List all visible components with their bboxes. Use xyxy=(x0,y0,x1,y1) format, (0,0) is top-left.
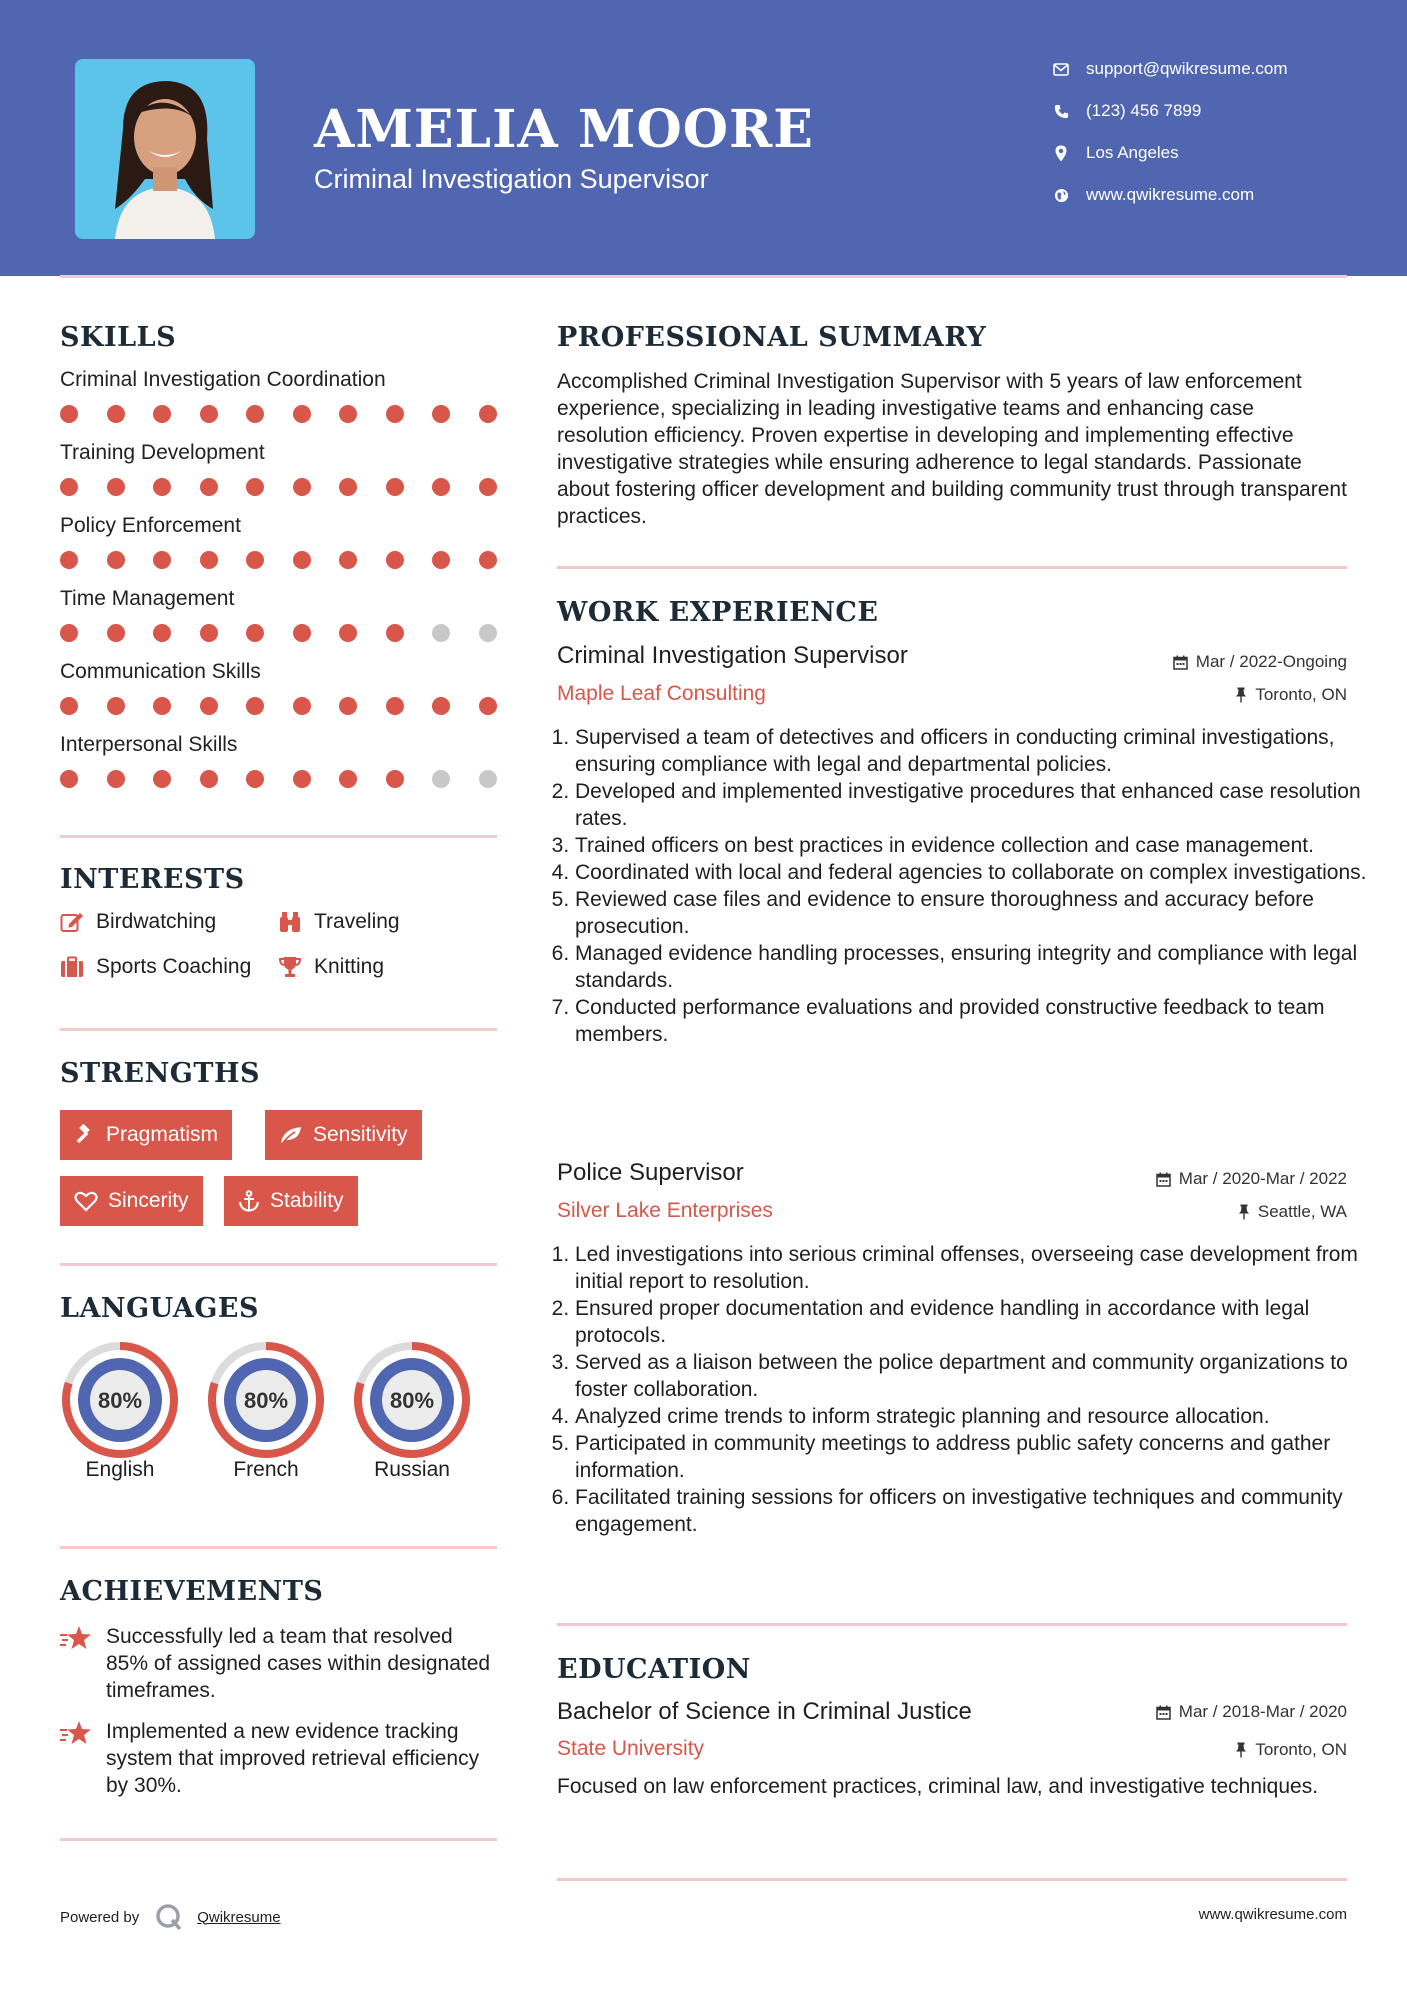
education-location xyxy=(1235,1740,1347,1760)
skill-name: Criminal Investigation Coordination xyxy=(60,368,386,391)
map-pin-icon xyxy=(1050,142,1072,164)
rating-dot-filled xyxy=(386,405,404,423)
job-duty-item: 1. Led investigations into serious criminal offenses, overseeing case development from initial report to resolution. xyxy=(575,1241,1375,1295)
profile-photo xyxy=(75,59,255,239)
strength-label: Stability xyxy=(270,1189,344,1212)
envelope-icon xyxy=(1050,58,1072,80)
interest-label: Birdwatching xyxy=(96,910,217,933)
pushpin-icon xyxy=(1238,1204,1250,1220)
rating-dot-empty xyxy=(479,624,497,642)
rating-dot-filled xyxy=(386,478,404,496)
rating-dot-filled xyxy=(339,405,357,423)
strength-label: Sincerity xyxy=(108,1189,189,1212)
rating-dot-filled xyxy=(339,770,357,788)
job-dates-text: Mar / 2022-Ongoing xyxy=(1195,652,1347,671)
rating-dot-filled xyxy=(200,770,218,788)
candidate-title: Criminal Investigation Supervisor xyxy=(314,164,709,194)
heart-icon xyxy=(74,1191,98,1212)
rating-dot-empty xyxy=(432,770,450,788)
qwikresume-logo-icon xyxy=(155,1903,183,1931)
rating-dot-filled xyxy=(60,478,78,496)
summary-text: Accomplished Criminal Investigation Supervisor with 5 years of law enforcement experience, specializing in leading investigative teams and enhancing case resolution efficiency. Proven expertise in developing and implementing effective investigative strategies while ensuring adherence to legal standards. Passionate about fostering officer development and building community trust through transparent practices. xyxy=(557,370,1347,528)
education-heading: EDUCATION xyxy=(557,1654,751,1685)
rating-dot-filled xyxy=(246,405,264,423)
language-name: English xyxy=(85,1458,155,1481)
powered-by-text: Powered by xyxy=(60,1908,140,1926)
skill-name: Interpersonal Skills xyxy=(60,733,238,756)
gavel-icon xyxy=(74,1124,96,1146)
skills-divider xyxy=(60,835,497,838)
calendar-icon xyxy=(1156,1172,1171,1187)
language-percent: 80% xyxy=(243,1388,289,1413)
globe-icon xyxy=(1050,184,1072,206)
rating-dot-filled xyxy=(200,624,218,642)
binoculars-icon xyxy=(278,911,302,933)
rating-dot-filled xyxy=(293,624,311,642)
rating-dot-filled xyxy=(339,624,357,642)
language-percent: 80% xyxy=(389,1388,435,1413)
job-location-text: Seattle, WA xyxy=(1257,1202,1347,1221)
rating-dot-filled xyxy=(200,405,218,423)
rating-dot-filled xyxy=(479,478,497,496)
education-school: State University xyxy=(557,1737,705,1760)
job-dates xyxy=(1156,1169,1347,1189)
rating-dot-filled xyxy=(339,551,357,569)
rating-dot-filled xyxy=(246,624,264,642)
rating-dot-filled xyxy=(386,551,404,569)
briefcase-icon xyxy=(60,956,84,978)
leaf-icon xyxy=(279,1125,303,1145)
anchor-icon xyxy=(238,1190,260,1212)
rating-dot-filled xyxy=(200,551,218,569)
strength-tag-pragmatism xyxy=(60,1110,232,1160)
languages-heading: LANGUAGES xyxy=(60,1293,259,1324)
job-location xyxy=(1238,1202,1347,1222)
strength-tag-sensitivity xyxy=(265,1110,422,1160)
rating-dot-filled xyxy=(386,770,404,788)
rating-dot-filled xyxy=(386,697,404,715)
rating-dot-filled xyxy=(60,697,78,715)
star-icon xyxy=(60,1623,92,1704)
calendar-icon xyxy=(1156,1705,1171,1720)
phone-icon xyxy=(1050,100,1072,122)
skill-rating xyxy=(60,770,525,788)
language-percent: 80% xyxy=(97,1388,143,1413)
job-company: Maple Leaf Consulting xyxy=(557,682,766,705)
job-duty-item: 2. Developed and implemented investigative procedures that enhanced case resolution rates. xyxy=(575,778,1375,832)
job-duties-list xyxy=(557,724,1375,1048)
achievement-text: Implemented a new evidence tracking system that improved retrieval efficiency by 30%. xyxy=(106,1720,480,1797)
job-title: Criminal Investigation Supervisor xyxy=(557,642,908,669)
rating-dot-filled xyxy=(386,624,404,642)
strengths-heading: STRENGTHS xyxy=(60,1058,260,1089)
job-duty-item: 6. Managed evidence handling processes, ensuring integrity and compliance with legal standards. xyxy=(575,940,1375,994)
job-location-text: Toronto, ON xyxy=(1255,685,1347,704)
contact-website[interactable] xyxy=(1050,184,1254,206)
rating-dot-filled xyxy=(293,697,311,715)
rating-dot-filled xyxy=(246,551,264,569)
job-company: Silver Lake Enterprises xyxy=(557,1199,773,1222)
rating-dot-filled xyxy=(432,405,450,423)
job-duty-item: 2. Ensured proper documentation and evidence handling in accordance with legal protocols. xyxy=(575,1295,1375,1349)
education-dates xyxy=(1156,1702,1347,1722)
skill-name: Policy Enforcement xyxy=(60,514,241,537)
skill-rating xyxy=(60,697,525,715)
rating-dot-filled xyxy=(107,697,125,715)
rating-dot-filled xyxy=(153,551,171,569)
rating-dot-filled xyxy=(153,478,171,496)
achievement-item xyxy=(60,1623,500,1704)
rating-dot-filled xyxy=(153,405,171,423)
achievement-item xyxy=(60,1718,500,1799)
skill-rating xyxy=(60,551,525,569)
rating-dot-filled xyxy=(339,697,357,715)
job-duty-item: 4. Analyzed crime trends to inform strategic planning and resource allocation. xyxy=(575,1403,1375,1430)
rating-dot-filled xyxy=(479,551,497,569)
education-location-text: Toronto, ON xyxy=(1255,1740,1347,1759)
strengths-divider xyxy=(60,1263,497,1266)
interest-item-birdwatching xyxy=(60,910,216,934)
education-degree: Bachelor of Science in Criminal Justice xyxy=(557,1698,972,1725)
contact-email[interactable] xyxy=(1050,58,1288,80)
rating-dot-filled xyxy=(60,405,78,423)
rating-dot-filled xyxy=(153,697,171,715)
trophy-icon xyxy=(278,956,302,978)
contact-location xyxy=(1050,142,1179,164)
achievements-divider xyxy=(60,1838,497,1841)
job-duty-item: 6. Facilitated training sessions for officers on investigative techniques and community engagement. xyxy=(575,1484,1375,1538)
rating-dot-filled xyxy=(293,405,311,423)
rating-dot-filled xyxy=(60,770,78,788)
rating-dot-filled xyxy=(293,478,311,496)
rating-dot-filled xyxy=(293,551,311,569)
rating-dot-filled xyxy=(107,478,125,496)
job-duty-item: 7. Conducted performance evaluations and provided constructive feedback to team members. xyxy=(575,994,1375,1048)
job-duty-item: 4. Coordinated with local and federal agencies to collaborate on complex investigations. xyxy=(575,859,1375,886)
job-title: Police Supervisor xyxy=(557,1159,744,1186)
rating-dot-empty xyxy=(432,624,450,642)
language-gauge xyxy=(204,1338,328,1462)
job-duty-item: 5. Reviewed case files and evidence to ensure thoroughness and accuracy before prosecution. xyxy=(575,886,1375,940)
skill-name: Training Development xyxy=(60,441,265,464)
job-dates xyxy=(1173,652,1347,672)
rating-dot-filled xyxy=(200,478,218,496)
education-dates-text: Mar / 2018-Mar / 2020 xyxy=(1178,1702,1347,1721)
rating-dot-filled xyxy=(246,478,264,496)
experience-divider xyxy=(557,1623,1347,1626)
interest-label: Sports Coaching xyxy=(96,955,252,978)
achievement-text: Successfully led a team that resolved 85% of assigned cases within designated timeframes. xyxy=(106,1625,491,1702)
skill-name: Time Management xyxy=(60,587,235,610)
skills-heading: SKILLS xyxy=(60,322,177,353)
skill-name: Communication Skills xyxy=(60,660,261,683)
calendar-icon xyxy=(1173,655,1188,670)
languages-divider xyxy=(60,1546,497,1549)
language-item xyxy=(204,1338,328,1481)
rating-dot-filled xyxy=(107,624,125,642)
pencil-square-icon xyxy=(60,911,84,933)
language-gauge xyxy=(350,1338,474,1462)
qwikresume-link[interactable]: Qwikresume xyxy=(197,1908,281,1926)
strength-tag-sincerity xyxy=(60,1176,203,1226)
rating-dot-filled xyxy=(479,697,497,715)
job-duty-item: 5. Participated in community meetings to address public safety concerns and gather information. xyxy=(575,1430,1375,1484)
skill-rating xyxy=(60,405,525,423)
job-dates-text: Mar / 2020-Mar / 2022 xyxy=(1178,1169,1347,1188)
interests-divider xyxy=(60,1028,497,1031)
language-item xyxy=(350,1338,474,1481)
footer-powered-by xyxy=(60,1903,281,1931)
rating-dot-filled xyxy=(339,478,357,496)
contact-phone-text: (123) 456 7899 xyxy=(1086,101,1202,120)
footer-website[interactable]: www.qwikresume.com xyxy=(1198,1906,1347,1923)
interest-label: Knitting xyxy=(314,955,385,978)
experience-heading: WORK EXPERIENCE xyxy=(557,597,879,628)
header-divider xyxy=(60,275,1347,278)
contact-email-text: support@qwikresume.com xyxy=(1086,59,1288,78)
language-item xyxy=(58,1338,182,1481)
pushpin-icon xyxy=(1235,687,1247,703)
education-divider xyxy=(557,1878,1347,1881)
rating-dot-filled xyxy=(107,405,125,423)
job-duties-list xyxy=(557,1241,1375,1538)
interest-item-knitting xyxy=(278,955,384,979)
strength-tag-stability xyxy=(224,1176,358,1226)
rating-dot-filled xyxy=(293,770,311,788)
interest-label: Traveling xyxy=(314,910,400,933)
star-icon xyxy=(60,1718,92,1799)
job-duty-item: 1. Supervised a team of detectives and officers in conducting criminal investigations, ensuring compliance with legal and departmental policies. xyxy=(575,724,1375,778)
interest-item-traveling xyxy=(278,910,400,934)
strength-label: Pragmatism xyxy=(106,1123,219,1146)
skill-rating xyxy=(60,478,525,496)
education-description: Focused on law enforcement practices, criminal law, and investigative techniques. xyxy=(557,1775,1319,1798)
interests-heading: INTERESTS xyxy=(60,864,245,895)
interest-item-sports-coaching xyxy=(60,955,251,979)
rating-dot-filled xyxy=(432,478,450,496)
candidate-name: AMELIA MOORE xyxy=(314,99,814,160)
rating-dot-filled xyxy=(107,551,125,569)
contact-phone[interactable] xyxy=(1050,100,1201,122)
rating-dot-filled xyxy=(432,551,450,569)
language-gauge xyxy=(58,1338,182,1462)
rating-dot-filled xyxy=(432,697,450,715)
contact-location-text: Los Angeles xyxy=(1086,143,1179,162)
rating-dot-filled xyxy=(200,697,218,715)
rating-dot-empty xyxy=(479,770,497,788)
summary-divider xyxy=(557,566,1347,569)
summary-heading: PROFESSIONAL SUMMARY xyxy=(557,322,987,353)
skill-rating xyxy=(60,624,525,642)
language-name: French xyxy=(233,1458,299,1481)
rating-dot-filled xyxy=(246,697,264,715)
job-location xyxy=(1235,685,1347,705)
rating-dot-filled xyxy=(153,770,171,788)
achievements-heading: ACHIEVEMENTS xyxy=(60,1576,324,1607)
strength-label: Sensitivity xyxy=(313,1123,408,1146)
resume-header xyxy=(0,0,1407,276)
rating-dot-filled xyxy=(479,405,497,423)
contact-website-text: www.qwikresume.com xyxy=(1086,185,1255,204)
rating-dot-filled xyxy=(60,624,78,642)
rating-dot-filled xyxy=(107,770,125,788)
job-duty-item: 3. Served as a liaison between the police department and community organizations to foster collaboration. xyxy=(575,1349,1375,1403)
language-name: Russian xyxy=(374,1458,450,1481)
rating-dot-filled xyxy=(60,551,78,569)
pushpin-icon xyxy=(1235,1742,1247,1758)
job-duty-item: 3. Trained officers on best practices in evidence collection and case management. xyxy=(575,832,1375,859)
rating-dot-filled xyxy=(246,770,264,788)
rating-dot-filled xyxy=(153,624,171,642)
